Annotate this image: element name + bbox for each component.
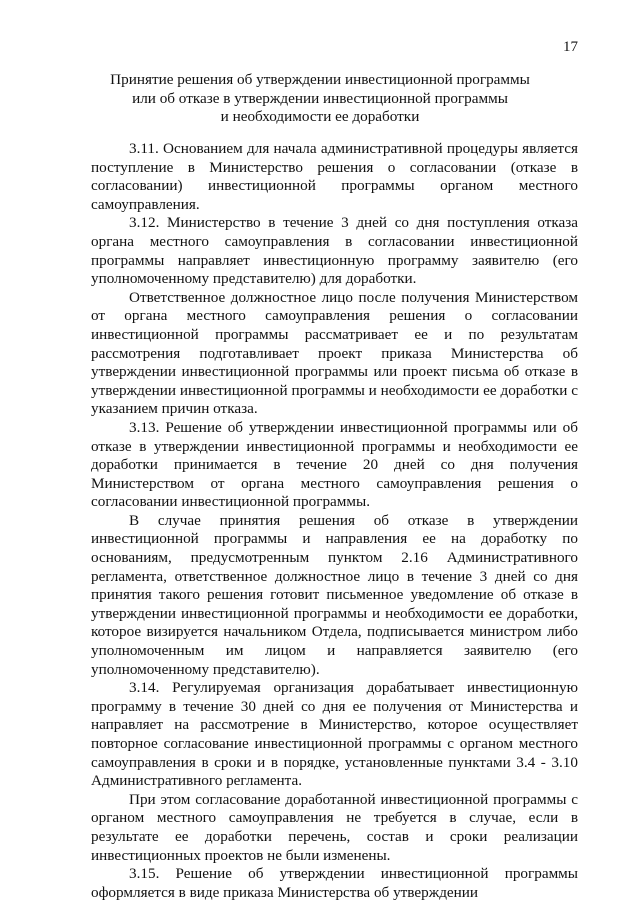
section-title-line-3: и необходимости ее доработки [220, 108, 420, 125]
paragraph-3-15: 3.15. Решение об утверждении инвестиционной программы оформляется в виде приказа Министерства об утверждении [91, 865, 578, 901]
section-title-line-2: или об отказе в утверждении инвестиционной программы [132, 89, 508, 107]
paragraph-3-12: 3.12. Министерство в течение 3 дней со дня поступления отказа органа местного самоуправления в согласовании инвестиционной программы направляет инвестиционную программу заявителю (его уполномоченному представителю) для доработки. [91, 214, 578, 288]
paragraph-refusal-case: В случае принятия решения об отказе в утверждении инвестиционной программы и направления ее на доработку по основаниям, предусмотренным пунктом 2.16 Административного регламента, ответственное должностное лицо в течение 3 дней со дня принятия такого решения готовит письменное уведомление об отказе в утверждении инвестиционной программы и необходимости ее доработки, которое визируется начальником Отдела, подписывается министром либо уполномоченным им лицом и направляется заявителю (его уполномоченному представителю). [91, 511, 578, 678]
paragraph-3-13: 3.13. Решение об утверждении инвестиционной программы или об отказе в утверждении инвестиционной программы и необходимости ее доработки принимается в течение 20 дней со дня получения Министерством от органа местного самоуправления решения о согласовании инвестиционной программы. [91, 418, 578, 511]
section-title [90, 71, 550, 127]
paragraph-no-reapproval: При этом согласование доработанной инвестиционной программы с органом местного самоуправления не требуется в случае, если в результате ее доработки перечень, состав и сроки реализации инвестиционных проектов не были изменены. [91, 790, 578, 864]
paragraph-responsible-official: Ответственное должностное лицо после получения Министерством от органа местного самоуправления решения о согласовании инвестиционной программы рассматривает ее и по результатам рассмотрения подготавливает проект приказа Министерства об утверждении инвестиционной программы или проект письма об отказе в утверждении инвестиционной программы и необходимости ее доработки с указанием причин отказа. [91, 288, 578, 418]
section-title-line-1: Принятие решения об утверждении инвестиционной программы [110, 71, 530, 88]
paragraph-3-11: 3.11. Основанием для начала административной процедуры является поступление в Министерство решения о согласовании (отказе в согласовании) инвестиционной программы органом местного самоуправления. [91, 140, 578, 213]
page-number: 17 [563, 39, 578, 55]
paragraph-3-14: 3.14. Регулируемая организация дорабатывает инвестиционную программу в течение 30 дней со дня ее получения от Министерства и направляет на рассмотрение в Министерство, которое осуществляет повторное согласование инвестиционной программы с органом местного самоуправления в сроки и в порядке, установленные пунктами 3.4 - 3.10 Административного регламента. [91, 679, 578, 790]
document-body [91, 140, 578, 902]
